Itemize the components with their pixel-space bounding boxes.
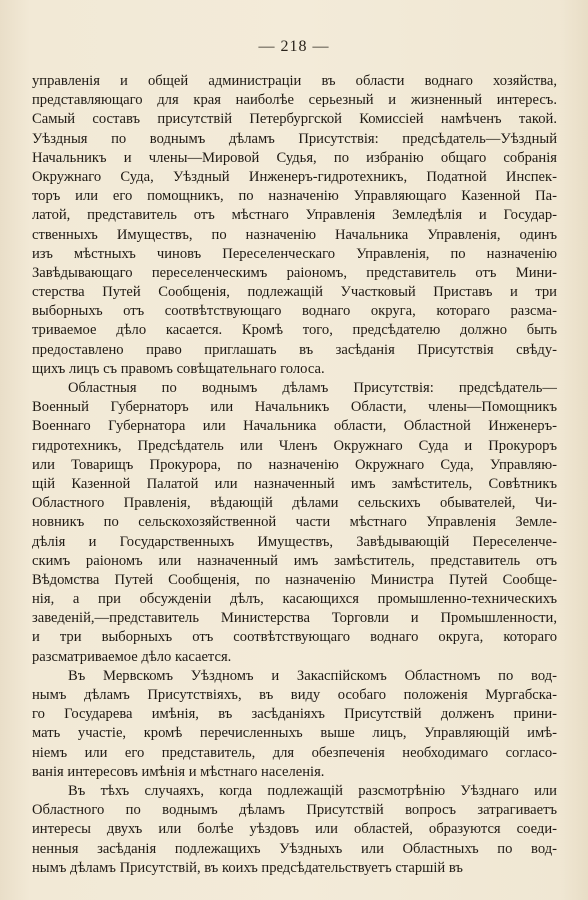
text-line: Областного Правленія, вѣдающій дѣлами сельскихъ обывателей, Чи-: [32, 495, 557, 512]
paragraph: [32, 782, 557, 878]
text-line: стерства Путей Сообщенія, подлежащій Участковый Приставъ и три: [32, 284, 557, 301]
text-line: триваемое дѣло касается. Кромѣ того, предсѣдателю должно быть: [32, 322, 557, 339]
page-number: — 218 —: [258, 38, 330, 55]
text-line: скимъ раіономъ или назначенный имъ замѣститель, представитель отъ: [32, 552, 557, 569]
text-line: Начальникъ и члены—Мировой Судья, по избранію общаго собранія: [32, 149, 557, 166]
text-line: ванія интересовъ имѣнія и мѣстнаго населенія.: [32, 763, 325, 780]
text-line: гидротехникъ, Предсѣдатель или Членъ Окружнаго Суда и Прокуроръ: [32, 437, 557, 454]
document-text: [32, 72, 557, 878]
text-line: Окружнаго Суда, Уѣздный Инженеръ-гидротехникъ, Податной Инспек-: [32, 168, 557, 185]
text-line: щій Казенной Палатой или назначенный имъ замѣститель, Совѣтникъ: [32, 475, 557, 492]
text-line: го Государева имѣнія, въ засѣданіяхъ Присутствій долженъ прини-: [32, 706, 557, 723]
text-line: управленія и общей администраціи въ области воднаго хозяйства,: [32, 73, 557, 89]
text-line: Областного по воднымъ дѣламъ Присутствій вопросъ затрагиваетъ: [32, 802, 557, 819]
paragraph: [32, 72, 557, 379]
text-line: ненныя засѣданія подлежащихъ Уѣздныхъ или Областныхъ по вод-: [32, 840, 557, 857]
text-line: разсматриваемое дѣло касается.: [32, 648, 232, 665]
text-line: Завѣдывающаго переселенческимъ раіономъ, представитель отъ Мини-: [32, 264, 557, 281]
text-line: представляющаго для края наиболѣе серьезный и жизненный интересъ.: [32, 92, 557, 109]
text-line: заведеній,—представитель Министерства Торговли и Промышленности,: [32, 610, 557, 627]
text-line: нымъ дѣламъ Присутствій, въ коихъ предсѣдательствуетъ старшій въ: [32, 859, 463, 876]
text-line: или Товарищъ Прокурора, по назначенію Окружнаго Суда, Управляю-: [32, 456, 557, 473]
text-line: изъ мѣстныхъ чиновъ Переселенческаго Управленія, по назначенію: [32, 245, 557, 262]
text-line: мать участіе, кромѣ перечисленныхъ выше лицъ, Управляющій имѣ-: [32, 725, 557, 742]
text-line: латой, представитель отъ мѣстнаго Управленія Земледѣлія и Государ-: [32, 207, 557, 224]
text-line: Въ Мервскомъ Уѣздномъ и Закаспійскомъ Областномъ по вод-: [68, 667, 557, 684]
text-line: нымъ дѣламъ Присутствіяхъ, въ виду особаго положенія Мургабска-: [32, 687, 557, 703]
text-line: ственныхъ Имуществъ, по назначенію Начальника Управленія, одинъ: [32, 226, 557, 243]
text-line: выборныхъ отъ соотвѣтствующаго воднаго округа, котораго разсма-: [32, 303, 557, 320]
text-line: Военный Губернаторъ или Начальникъ Области, члены—Помощникъ: [32, 399, 557, 416]
paragraph: [32, 667, 557, 782]
text-line: и три выборныхъ отъ соотвѣтствующаго воднаго округа, котораго: [32, 629, 557, 646]
text-line: торъ или его помощникъ, по назначенію Управляющаго Казенной Па-: [32, 188, 557, 205]
text-line: Самый составъ присутствій Петербургской Комиссіей намѣченъ такой.: [32, 111, 557, 128]
text-line: нія, а при обсужденіи дѣлъ, касающихся промышленно-техническихъ: [32, 591, 557, 608]
text-line: Вѣдомства Путей Сообщенія, по назначенію Министра Путей Сообще-: [32, 571, 557, 588]
paragraph: [32, 379, 557, 667]
text-line: Уѣздныя по воднымъ дѣламъ Присутствія: предсѣдатель—Уѣздный: [32, 130, 557, 147]
text-line: Областныя по воднымъ дѣламъ Присутствія: предсѣдатель—: [68, 380, 557, 396]
text-line: щихъ лицъ съ правомъ совѣщательнаго голоса.: [32, 360, 325, 377]
text-line: ніемъ или его представитель, для обезпеченія необходимаго согласо-: [32, 744, 557, 761]
text-line: Въ тѣхъ случаяхъ, когда подлежащій разсмотрѣнію Уѣзднаго или: [68, 782, 557, 799]
text-line: дѣлія и Государственныхъ Имуществъ, Завѣдывающій Переселенче-: [32, 533, 557, 550]
text-line: новникъ по сельскохозяйственной части мѣстнаго Управленія Земле-: [32, 514, 557, 531]
text-line: интересы двухъ или болѣе уѣздовъ или областей, образуются соеди-: [32, 821, 557, 838]
text-line: Военнаго Губернатора или Начальника области, Областной Инженеръ-: [32, 418, 557, 435]
text-line: предоставлено право приглашать въ засѣданія Присутствія свѣду-: [32, 341, 557, 358]
